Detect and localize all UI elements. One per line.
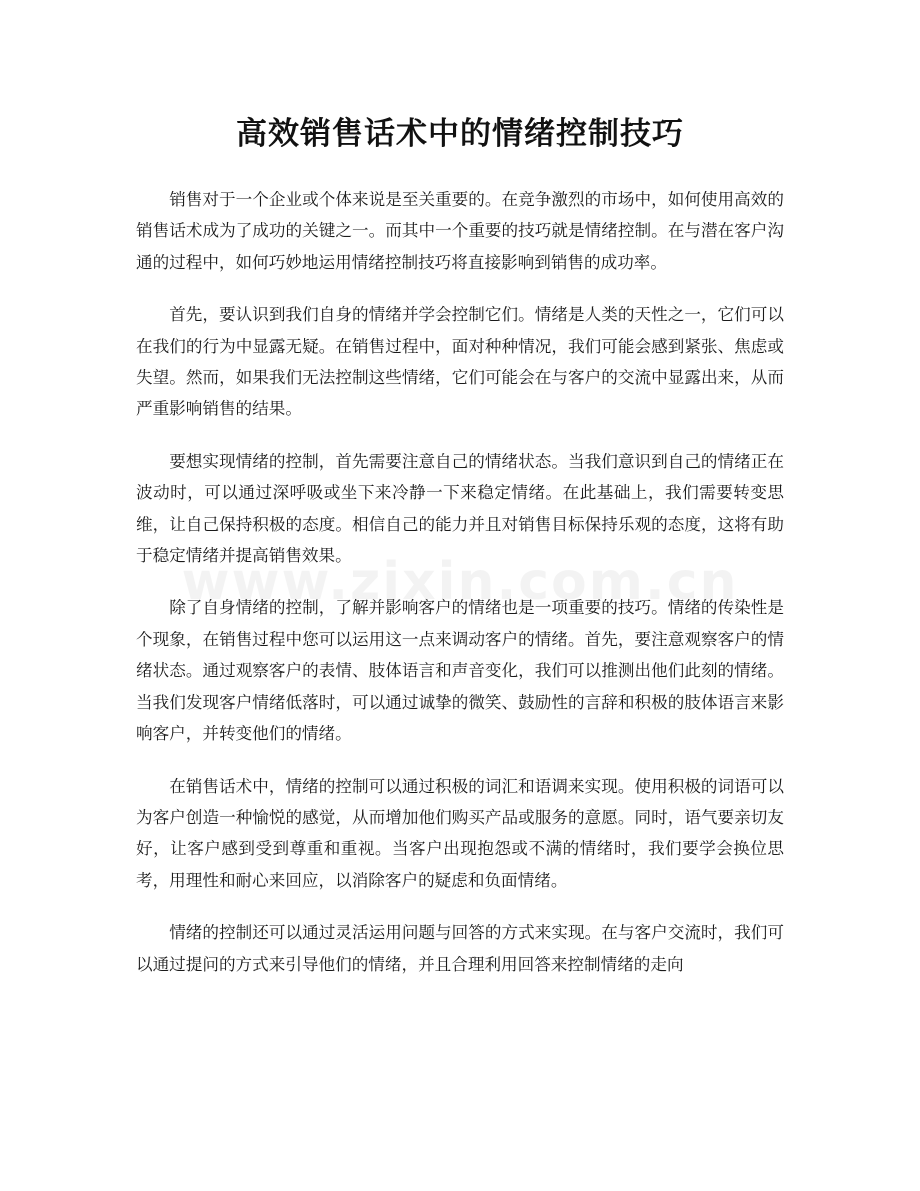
paragraph-5: 在销售话术中，情绪的控制可以通过积极的词汇和语调来实现。使用积极的词语可以为客户创造一种愉悦的感觉，从而增加他们购买产品或服务的意愿。同时，语气要亲切友好，让客户感到受到尊重和重视。当客户出现抱怨或不满的情绪时，我们要学会换位思考，用理性和耐心来回应，以消除客户的疑虑和负面情绪。 [136,776,784,890]
paragraph-4: 除了自身情绪的控制，了解并影响客户的情绪也是一项重要的技巧。情绪的传染性是个现象，在销售过程中您可以运用这一点来调动客户的情绪。首先，要注意观察客户的情绪状态。通过观察客户的表情、肢体语言和声音变化，我们可以推测出他们此刻的情绪。当我们发现客户情绪低落时，可以通过诚挚的微笑、鼓励性的言辞和积极的肢体语言来影响客户，并转变他们的情绪。 [136,598,784,744]
document-body [136,184,784,1001]
paragraph-2: 首先，要认识到我们自身的情绪并学会控制它们。情绪是人类的天性之一，它们可以在我们的行为中显露无疑。在销售过程中，面对种种情况，我们可能会感到紧张、焦虑或失望。然而，如果我们无法控制这些情绪，它们可能会在与客户的交流中显露出来，从而严重影响销售的结果。 [136,305,784,419]
paragraph-1: 销售对于一个企业或个体来说是至关重要的。在竞争激烈的市场中，如何使用高效的销售话术成为了成功的关键之一。而其中一个重要的技巧就是情绪控制。在与潜在客户沟通的过程中，如何巧妙地运用情绪控制技巧将直接影响到销售的成功率。 [136,190,784,272]
paragraph-3: 要想实现情绪的控制，首先需要注意自己的情绪状态。当我们意识到自己的情绪正在波动时，可以通过深呼吸或坐下来冷静一下来稳定情绪。在此基础上，我们需要转变思维，让自己保持积极的态度。相信自己的能力并且对销售目标保持乐观的态度，这将有助于稳定情绪并提高销售效果。 [136,451,784,566]
paragraph-6: 情绪的控制还可以通过灵活运用问题与回答的方式来实现。在与客户交流时，我们可以通过提问的方式来引导他们的情绪，并且合理利用回答来控制情绪的走向 [136,923,784,974]
document-title: 高效销售话术中的情绪控制技巧 [236,116,684,152]
